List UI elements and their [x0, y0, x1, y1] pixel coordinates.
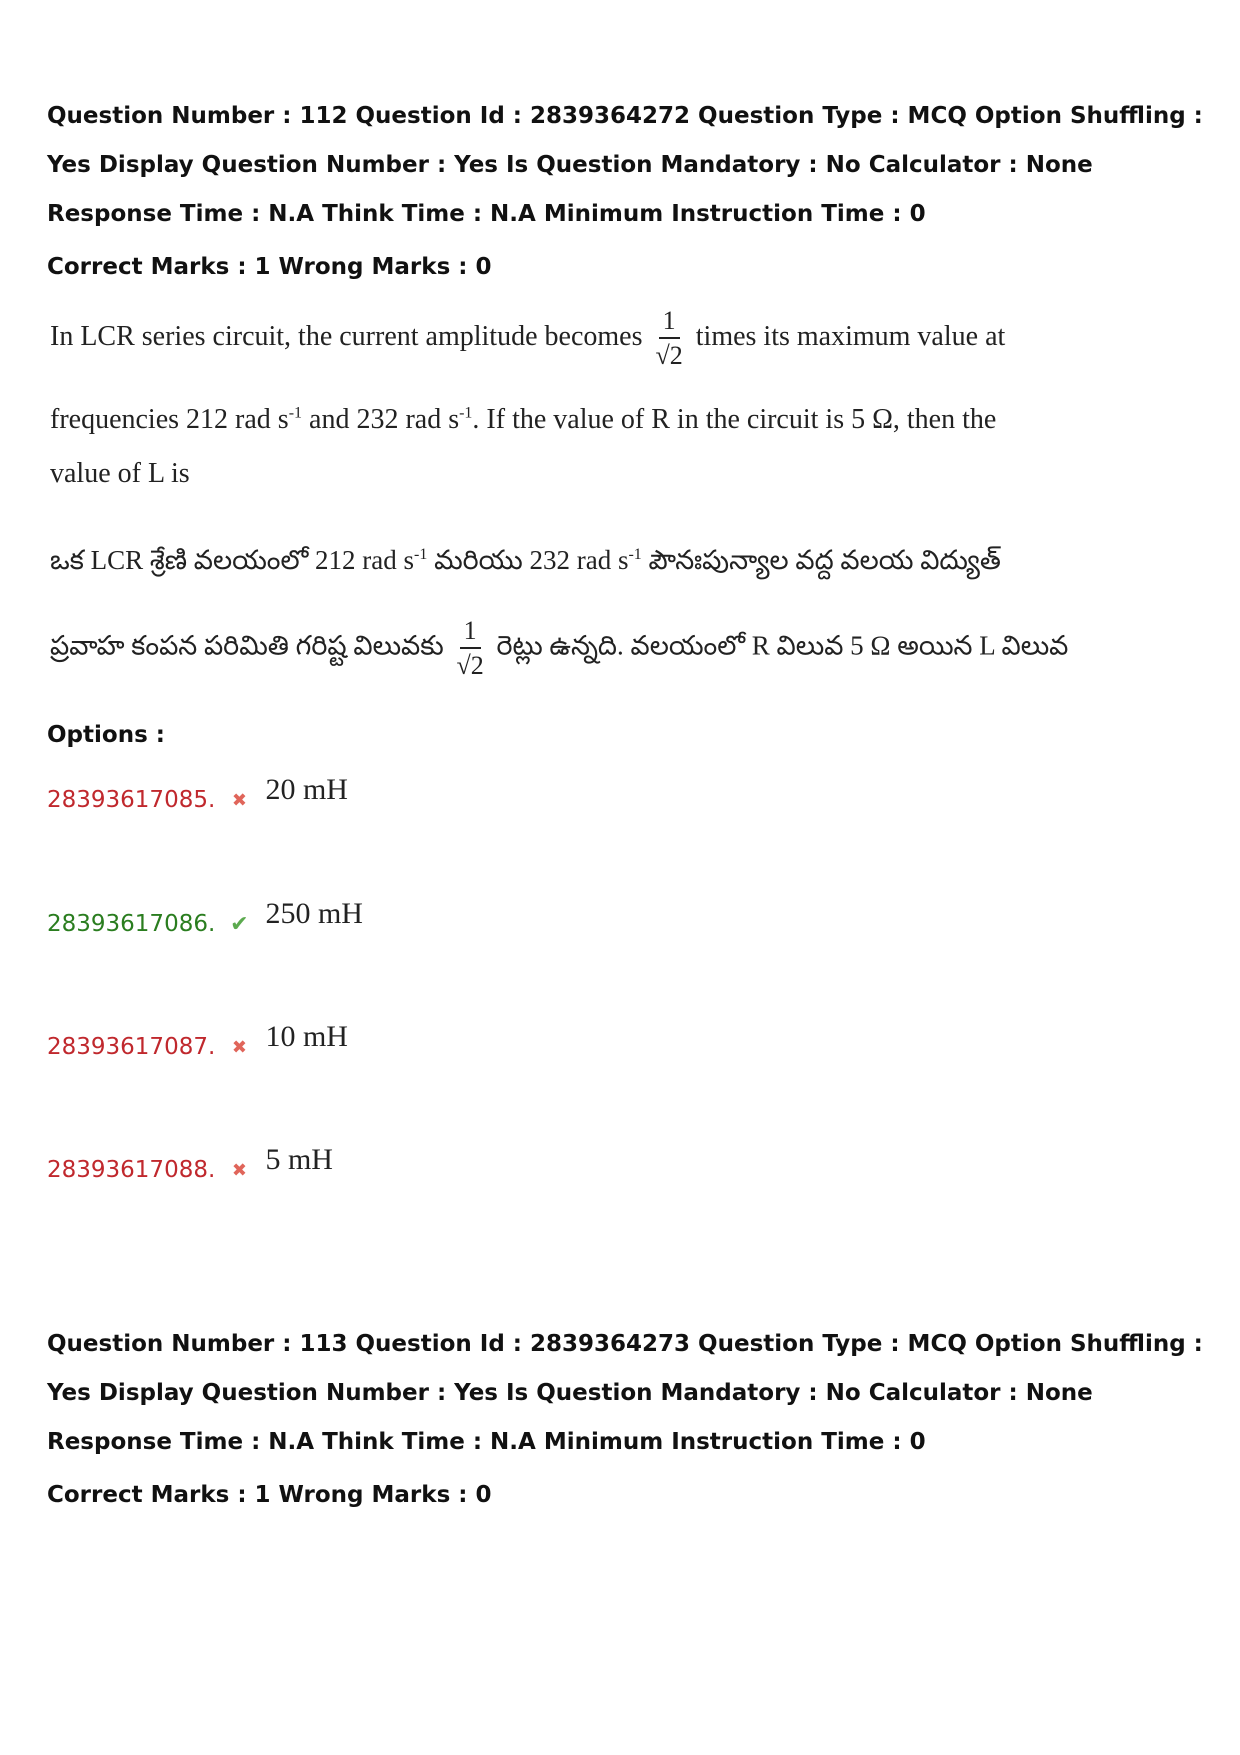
superscript: -1 — [288, 404, 303, 422]
question-telugu-line-1 — [50, 545, 1001, 583]
question-telugu-text: పౌనఃపున్యాల వద్ద వలయ విద్యుత్ — [641, 545, 1001, 575]
check-icon: ✔ — [230, 911, 249, 937]
question-113-marks: Correct Marks : 1 Wrong Marks : 0 — [47, 1482, 492, 1508]
option-item[interactable] — [47, 897, 363, 957]
question-english-text: frequencies 212 rad s — [50, 404, 289, 435]
question-english-text: . If the value of R in the circuit is 5 Ω, then the — [472, 404, 997, 435]
option-text: 5 mH — [265, 1143, 333, 1176]
option-id: 28393617086. — [47, 911, 216, 937]
fraction-one-over-root-two — [456, 618, 483, 679]
question-english-line-1 — [50, 308, 1005, 369]
superscript: -1 — [459, 404, 473, 422]
question-english-text: In LCR series circuit, the current amplitude becomes — [50, 320, 643, 352]
superscript: -1 — [414, 546, 428, 563]
fraction-denominator: √2 — [655, 341, 683, 370]
option-id: 28393617087. — [47, 1034, 216, 1060]
question-112-meta: Question Number : 112 Question Id : 2839364272 Question Type : MCQ Option Shuffling : Yes Display Question Number : Yes Is Question Mandatory : No Calculator : None Response Time : N.A Think Time : N.A Minimum Instruction Time : 0 — [47, 103, 1203, 227]
fraction-denominator: √2 — [456, 651, 484, 680]
option-item[interactable] — [47, 1143, 333, 1203]
option-id: 28393617085. — [47, 787, 216, 813]
option-id: 28393617088. — [47, 1157, 216, 1183]
fraction-numerator: 1 — [659, 308, 680, 339]
question-113-meta: Question Number : 113 Question Id : 2839364273 Question Type : MCQ Option Shuffling : Yes Display Question Number : Yes Is Question Mandatory : No Calculator : None Response Time : N.A Think Time : N.A Minimum Instruction Time : 0 — [47, 1331, 1203, 1455]
question-telugu-text: ప్రవాహ కంపన పరిమితి గరిష్ట విలువకు — [50, 630, 444, 661]
fraction-numerator: 1 — [460, 618, 481, 649]
option-text: 20 mH — [265, 773, 348, 806]
cross-icon: ✖ — [231, 1036, 247, 1058]
question-telugu-text: ఒక LCR శ్రేణి వలయంలో 212 rad s — [50, 545, 415, 575]
question-112-marks: Correct Marks : 1 Wrong Marks : 0 — [47, 254, 492, 280]
cross-icon: ✖ — [231, 1159, 247, 1181]
cross-icon: ✖ — [231, 789, 247, 811]
question-english-line-3: value of L is — [50, 458, 190, 489]
option-text: 250 mH — [265, 897, 363, 930]
question-english-text: and 232 rad s — [302, 404, 460, 435]
options-label: Options : — [47, 722, 165, 748]
option-item[interactable] — [47, 1020, 348, 1080]
fraction-one-over-root-two — [655, 308, 682, 369]
question-telugu-text: రెట్లు ఉన్నది. వలయంలో R విలువ 5 Ω అయిన L విలువ — [496, 630, 1069, 661]
question-telugu-text: మరియు 232 rad s — [427, 545, 629, 575]
superscript: -1 — [628, 546, 642, 563]
option-item[interactable] — [47, 773, 348, 833]
question-telugu-line-2 — [50, 618, 1068, 679]
option-text: 10 mH — [265, 1020, 348, 1053]
question-english-text: times its maximum value at — [695, 320, 1006, 352]
question-english-line-2 — [50, 404, 996, 436]
